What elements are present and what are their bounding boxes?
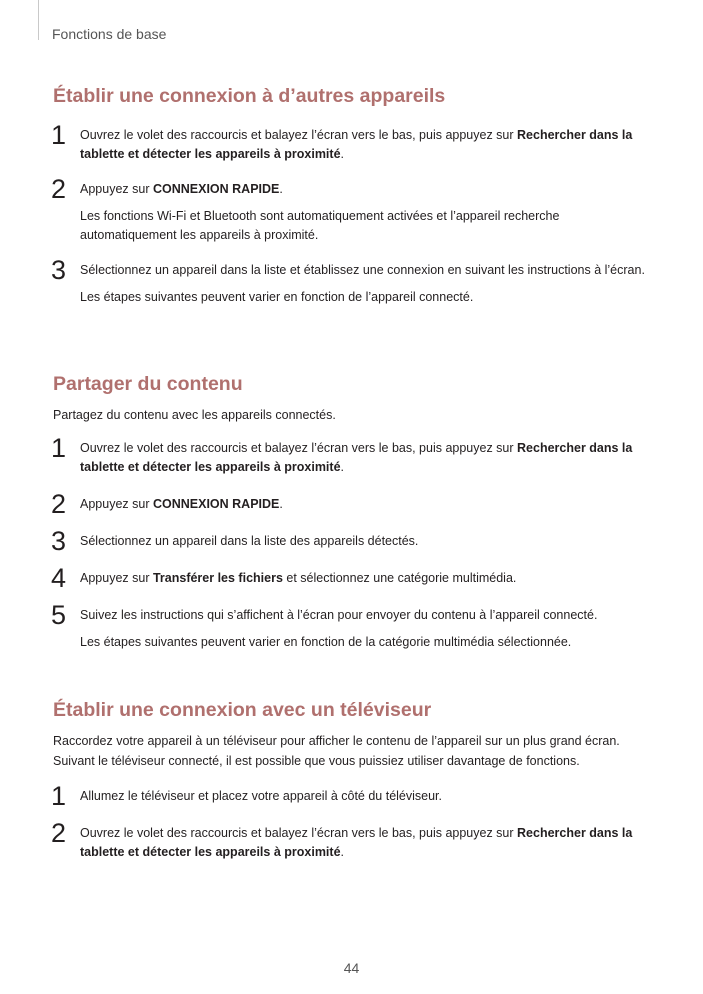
step-3 [51, 255, 653, 307]
step-number: 1 [51, 120, 67, 150]
section-title: Établir une connexion à d’autres appareils [53, 85, 446, 107]
step-note: Les étapes suivantes peuvent varier en fonction de l’appareil connecté. [80, 290, 474, 304]
section-connect-tv [53, 698, 653, 862]
step-4 [51, 563, 653, 593]
step-number: 2 [51, 818, 67, 848]
step-1 [51, 120, 653, 164]
section-intro: Partagez du contenu avec les appareils connectés. [53, 408, 336, 422]
step-number: 4 [51, 563, 67, 593]
step-5 [51, 600, 653, 652]
step-number: 1 [51, 433, 67, 463]
header-title: Fonctions de base [52, 26, 167, 42]
section-title: Établir une connexion avec un téléviseur [53, 699, 432, 721]
section-title: Partager du contenu [53, 373, 243, 395]
section-share-content [53, 372, 653, 652]
step-text: Appuyez sur CONNEXION RAPIDE. [80, 497, 283, 511]
section-intro: Raccordez votre appareil à un téléviseur pour afficher le contenu de l’appareil sur un plus grand écran. Suivant le téléviseur connecté, il est possible que vous puissiez utiliser davantage de fonctions. [53, 734, 620, 768]
step-3 [51, 526, 653, 556]
step-2 [51, 174, 653, 245]
step-2 [51, 818, 653, 862]
step-text: Appuyez sur Transférer les fichiers et sélectionnez une catégorie multimédia. [80, 571, 517, 585]
step-number: 5 [51, 600, 67, 630]
step-number: 3 [51, 255, 67, 285]
step-1 [51, 781, 653, 811]
page-number: 44 [343, 960, 360, 976]
step-text: Ouvrez le volet des raccourcis et balayez l’écran vers le bas, puis appuyez sur Rechercher dans la tablette et détecter les appareils à proximité. [80, 826, 633, 859]
step-text: Ouvrez le volet des raccourcis et balayez l’écran vers le bas, puis appuyez sur Rechercher dans la tablette et détecter les appareils à proximité. [80, 441, 633, 474]
step-number: 2 [51, 174, 67, 204]
step-text: Sélectionnez un appareil dans la liste des appareils détectés. [80, 534, 419, 548]
section-connect-devices [53, 84, 653, 307]
step-text: Appuyez sur CONNEXION RAPIDE. [80, 182, 283, 196]
step-number: 2 [51, 489, 67, 519]
step-note: Les étapes suivantes peuvent varier en fonction de la catégorie multimédia sélectionnée. [80, 635, 572, 649]
step-number: 1 [51, 781, 67, 811]
step-note: Les fonctions Wi-Fi et Bluetooth sont automatiquement activées et l’appareil recherche automatiquement les appareils à proximité. [80, 209, 560, 242]
step-text: Sélectionnez un appareil dans la liste et établissez une connexion en suivant les instructions à l’écran. [80, 263, 645, 277]
step-number: 3 [51, 526, 67, 556]
step-text: Ouvrez le volet des raccourcis et balayez l’écran vers le bas, puis appuyez sur Rechercher dans la tablette et détecter les appareils à proximité. [80, 128, 633, 161]
step-1 [51, 433, 653, 477]
step-text: Suivez les instructions qui s’affichent à l’écran pour envoyer du contenu à l’appareil connecté. [80, 608, 598, 622]
header-rule [38, 0, 39, 40]
step-2 [51, 489, 653, 519]
step-text: Allumez le téléviseur et placez votre appareil à côté du téléviseur. [80, 789, 442, 803]
